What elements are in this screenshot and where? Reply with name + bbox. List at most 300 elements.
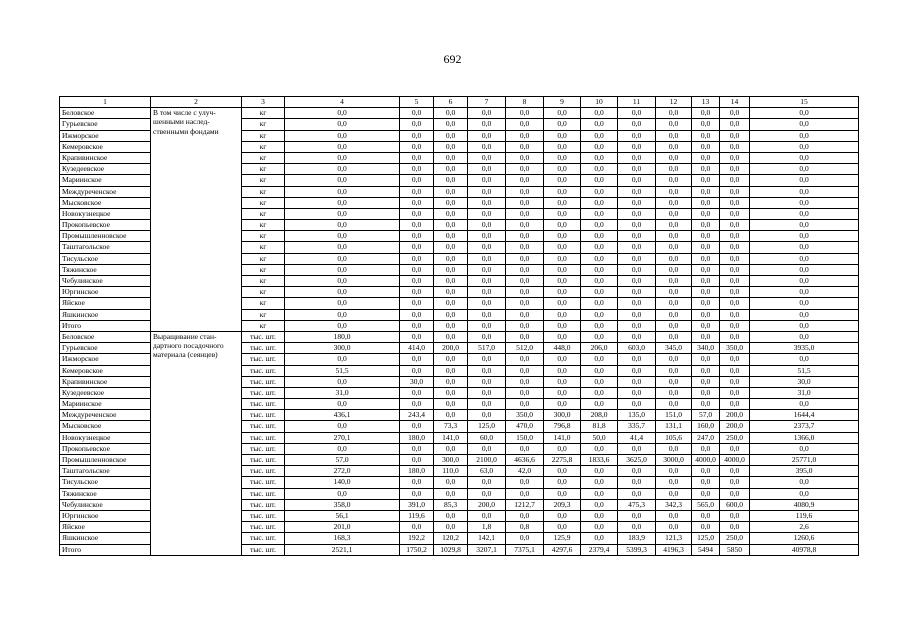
value-cell: 0,0 [692,208,720,219]
value-cell: 1,8 [468,522,506,533]
value-cell: 0,0 [692,264,720,275]
forest-table [59,96,859,556]
value-cell: 0,0 [618,242,656,253]
value-cell: 0,0 [544,108,581,119]
value-cell: 0,0 [618,387,656,398]
value-cell: 0,0 [434,354,468,365]
value-cell: 0,0 [506,141,544,152]
value-cell: 0,0 [285,220,400,231]
district-name: Чебулинское [60,499,151,510]
value-cell: 0,0 [434,264,468,275]
value-cell: 0,0 [506,309,544,320]
value-cell: 180,0 [400,466,434,477]
value-cell: 0,0 [434,309,468,320]
value-cell: 0,0 [468,141,506,152]
value-cell: 0,0 [581,220,618,231]
value-cell: 0,0 [434,242,468,253]
value-cell: 243,4 [400,410,434,421]
value-cell: 0,0 [720,141,750,152]
value-cell: 0,0 [656,164,692,175]
section-description: Выращивание стан-дартного посадочного материала (сеянцев) [151,331,242,555]
value-cell: 209,3 [544,499,581,510]
value-cell: 0,0 [506,231,544,242]
value-cell: 0,0 [720,522,750,533]
value-cell: 0,0 [618,477,656,488]
value-cell: 0,0 [618,152,656,163]
value-cell: 30,0 [750,376,859,387]
value-cell: 0,0 [720,387,750,398]
value-cell: 0,0 [506,387,544,398]
value-cell: 0,0 [468,298,506,309]
value-cell: 1260,6 [750,533,859,544]
value-cell: 0,0 [692,276,720,287]
value-cell: 121,3 [656,533,692,544]
value-cell: 0,0 [506,130,544,141]
value-cell: 0,0 [618,220,656,231]
value-cell: 0,0 [544,399,581,410]
value-cell: 150,0 [506,432,544,443]
value-cell: 0,0 [720,331,750,342]
value-cell: 350,0 [506,410,544,421]
value-cell: 470,0 [506,421,544,432]
column-header: 9 [544,97,581,108]
value-cell: 0,0 [750,208,859,219]
value-cell: 5494 [692,544,720,555]
value-cell: 0,0 [656,331,692,342]
value-cell: 0,0 [692,365,720,376]
value-cell: 141,0 [544,432,581,443]
value-cell: 0,0 [285,119,400,130]
value-cell: 0,0 [434,510,468,521]
district-name: Мариинское [60,175,151,186]
value-cell: 436,1 [285,410,400,421]
value-cell: 0,0 [506,242,544,253]
value-cell: 0,0 [581,164,618,175]
value-cell: 0,0 [618,231,656,242]
value-cell: 168,3 [285,533,400,544]
column-header: 13 [692,97,720,108]
value-cell: 0,0 [750,354,859,365]
unit-cell: кг [242,298,285,309]
district-name: Тяжинское [60,264,151,275]
unit-cell: кг [242,152,285,163]
district-name: Тяжинское [60,488,151,499]
value-cell: 1750,2 [400,544,434,555]
value-cell: 0,0 [656,522,692,533]
value-cell: 0,0 [506,208,544,219]
value-cell: 0,0 [692,242,720,253]
value-cell: 119,6 [750,510,859,521]
value-cell: 0,0 [468,231,506,242]
value-cell: 0,0 [434,175,468,186]
unit-cell: тыс. шт. [242,376,285,387]
value-cell: 206,0 [581,343,618,354]
value-cell: 0,0 [720,376,750,387]
district-name: Новокузнецкое [60,208,151,219]
unit-cell: тыс. шт. [242,399,285,410]
value-cell: 0,0 [581,443,618,454]
value-cell: 0,0 [285,152,400,163]
value-cell: 0,0 [434,488,468,499]
value-cell: 41,4 [618,432,656,443]
value-cell: 0,0 [692,130,720,141]
value-cell: 342,3 [656,499,692,510]
district-name: Промышленновское [60,455,151,466]
value-cell: 51,5 [285,365,400,376]
district-name: Промышленновское [60,231,151,242]
value-cell: 0,0 [656,488,692,499]
value-cell: 0,0 [285,443,400,454]
value-cell: 0,0 [468,410,506,421]
value-cell: 0,0 [581,231,618,242]
district-name: Междуреченское [60,186,151,197]
value-cell: 0,0 [581,186,618,197]
value-cell: 0,0 [400,287,434,298]
value-cell: 0,0 [506,477,544,488]
value-cell: 5399,3 [618,544,656,555]
value-cell: 85,3 [434,499,468,510]
value-cell: 0,0 [618,264,656,275]
value-cell: 0,0 [506,197,544,208]
value-cell: 0,0 [544,197,581,208]
district-name: Гурьевское [60,119,151,130]
value-cell: 0,0 [618,141,656,152]
page-number: 692 [443,52,462,66]
value-cell: 0,0 [692,287,720,298]
value-cell: 0,0 [618,510,656,521]
value-cell: 200,0 [468,499,506,510]
value-cell: 0,0 [750,197,859,208]
value-cell: 0,0 [656,186,692,197]
value-cell: 0,0 [692,477,720,488]
value-cell: 0,0 [400,298,434,309]
value-cell: 0,0 [656,231,692,242]
value-cell: 0,0 [468,152,506,163]
value-cell: 0,0 [581,287,618,298]
district-name: Итого [60,320,151,331]
value-cell: 0,0 [285,208,400,219]
value-cell: 73,3 [434,421,468,432]
value-cell: 0,0 [400,208,434,219]
value-cell: 0,0 [285,141,400,152]
value-cell: 0,0 [506,186,544,197]
value-cell: 0,0 [285,399,400,410]
value-cell: 300,0 [544,410,581,421]
value-cell: 0,0 [618,365,656,376]
unit-cell: кг [242,197,285,208]
unit-cell: кг [242,264,285,275]
value-cell: 0,0 [544,320,581,331]
value-cell: 603,0 [618,343,656,354]
value-cell: 0,0 [618,522,656,533]
value-cell: 0,0 [285,197,400,208]
value-cell: 0,0 [544,231,581,242]
district-name: Чебулинское [60,276,151,287]
value-cell: 0,0 [618,488,656,499]
value-cell: 0,0 [468,276,506,287]
unit-cell: кг [242,231,285,242]
value-cell: 0,0 [544,376,581,387]
unit-cell: кг [242,242,285,253]
value-cell: 250,0 [720,533,750,544]
value-cell: 0,0 [618,331,656,342]
value-cell: 0,0 [720,466,750,477]
value-cell: 0,8 [506,522,544,533]
value-cell: 1644,4 [750,410,859,421]
column-header: 14 [720,97,750,108]
value-cell: 57,0 [692,410,720,421]
value-cell: 0,0 [468,510,506,521]
value-cell: 0,0 [750,399,859,410]
unit-cell: тыс. шт. [242,421,285,432]
value-cell: 0,0 [656,175,692,186]
value-cell: 0,0 [720,287,750,298]
district-name: Прокопьевское [60,443,151,454]
value-cell: 2100,0 [468,455,506,466]
value-cell: 0,0 [750,119,859,130]
value-cell: 0,0 [285,130,400,141]
value-cell: 0,0 [285,242,400,253]
district-name: Крапивинское [60,152,151,163]
value-cell: 140,0 [285,477,400,488]
value-cell: 0,0 [618,175,656,186]
value-cell: 0,0 [506,320,544,331]
value-cell: 0,0 [750,443,859,454]
value-cell: 0,0 [434,477,468,488]
value-cell: 0,0 [400,331,434,342]
value-cell: 0,0 [692,186,720,197]
value-cell: 0,0 [434,410,468,421]
value-cell: 0,0 [544,264,581,275]
unit-cell: тыс. шт. [242,432,285,443]
value-cell: 42,0 [506,466,544,477]
value-cell: 0,0 [434,186,468,197]
value-cell: 272,0 [285,466,400,477]
district-name: Крапивинское [60,376,151,387]
value-cell: 0,0 [720,220,750,231]
value-cell: 0,0 [581,175,618,186]
value-cell: 0,0 [750,130,859,141]
value-cell: 0,0 [581,387,618,398]
value-cell: 4000,0 [720,455,750,466]
value-cell: 0,0 [400,253,434,264]
value-cell: 0,0 [285,320,400,331]
value-cell: 2,6 [750,522,859,533]
value-cell: 0,0 [750,242,859,253]
value-cell: 0,0 [434,119,468,130]
unit-cell: кг [242,208,285,219]
value-cell: 2521,1 [285,544,400,555]
value-cell: 200,0 [720,421,750,432]
value-cell: 0,0 [434,365,468,376]
value-cell: 0,0 [581,320,618,331]
value-cell: 0,0 [692,443,720,454]
value-cell: 414,0 [400,343,434,354]
value-cell: 125,0 [468,421,506,432]
value-cell: 0,0 [720,320,750,331]
value-cell: 0,0 [581,253,618,264]
value-cell: 0,0 [750,298,859,309]
value-cell: 0,0 [285,264,400,275]
value-cell: 0,0 [506,264,544,275]
value-cell: 0,0 [468,130,506,141]
value-cell: 0,0 [506,276,544,287]
value-cell: 5850 [720,544,750,555]
value-cell: 0,0 [656,130,692,141]
value-cell: 0,0 [692,108,720,119]
value-cell: 358,0 [285,499,400,510]
value-cell: 0,0 [692,197,720,208]
district-name: Кузедеевское [60,387,151,398]
value-cell: 0,0 [656,197,692,208]
value-cell: 0,0 [581,130,618,141]
district-name: Яйское [60,522,151,533]
value-cell: 0,0 [581,488,618,499]
value-cell: 0,0 [581,477,618,488]
value-cell: 0,0 [581,119,618,130]
value-cell: 0,0 [581,264,618,275]
value-cell: 0,0 [750,253,859,264]
value-cell: 0,0 [750,276,859,287]
value-cell: 0,0 [400,477,434,488]
value-cell: 1029,8 [434,544,468,555]
unit-cell: кг [242,130,285,141]
value-cell: 600,0 [720,499,750,510]
value-cell: 0,0 [720,175,750,186]
value-cell: 0,0 [506,152,544,163]
value-cell: 0,0 [285,175,400,186]
value-cell: 2275,8 [544,455,581,466]
unit-cell: кг [242,309,285,320]
unit-cell: тыс. шт. [242,510,285,521]
value-cell: 300,0 [434,455,468,466]
value-cell: 0,0 [285,376,400,387]
value-cell: 0,0 [692,152,720,163]
value-cell: 0,0 [720,242,750,253]
value-cell: 0,0 [656,287,692,298]
value-cell: 0,0 [720,510,750,521]
value-cell: 0,0 [285,253,400,264]
value-cell: 1366,0 [750,432,859,443]
district-name: Таштагольское [60,242,151,253]
value-cell: 4080,9 [750,499,859,510]
value-cell: 0,0 [400,443,434,454]
value-cell: 0,0 [750,164,859,175]
district-name: Мысковское [60,421,151,432]
district-name: Юргинское [60,287,151,298]
value-cell: 200,0 [434,343,468,354]
value-cell: 0,0 [544,477,581,488]
value-cell: 0,0 [506,298,544,309]
value-cell: 25771,0 [750,455,859,466]
district-name: Яшкинское [60,533,151,544]
value-cell: 0,0 [720,186,750,197]
value-cell: 0,0 [618,164,656,175]
column-header: 15 [750,97,859,108]
value-cell: 0,0 [750,141,859,152]
district-name: Беловское [60,331,151,342]
value-cell: 0,0 [618,376,656,387]
value-cell: 0,0 [618,287,656,298]
value-cell: 0,0 [656,208,692,219]
value-cell: 0,0 [506,510,544,521]
value-cell: 0,0 [692,320,720,331]
header-row [60,97,859,108]
value-cell: 0,0 [581,376,618,387]
value-cell: 0,0 [656,309,692,320]
value-cell: 200,0 [720,410,750,421]
value-cell: 0,0 [618,276,656,287]
value-cell: 141,0 [434,432,468,443]
value-cell: 0,0 [285,421,400,432]
value-cell: 0,0 [581,141,618,152]
value-cell: 0,0 [720,354,750,365]
value-cell: 0,0 [544,387,581,398]
value-cell: 0,0 [656,399,692,410]
value-cell: 0,0 [468,253,506,264]
value-cell: 0,0 [468,220,506,231]
value-cell: 125,9 [544,533,581,544]
unit-cell: тыс. шт. [242,499,285,510]
value-cell: 0,0 [581,466,618,477]
value-cell: 0,0 [400,164,434,175]
value-cell: 0,0 [544,331,581,342]
value-cell: 0,0 [544,175,581,186]
value-cell: 0,0 [618,309,656,320]
section-description: В том числе с улуч-шенными наслед-ственными фондами [151,108,242,332]
value-cell: 0,0 [434,387,468,398]
value-cell: 0,0 [692,175,720,186]
value-cell: 0,0 [692,376,720,387]
value-cell: 0,0 [400,354,434,365]
value-cell: 0,0 [656,443,692,454]
value-cell: 0,0 [750,231,859,242]
value-cell: 0,0 [692,354,720,365]
value-cell: 60,0 [468,432,506,443]
unit-cell: кг [242,276,285,287]
value-cell: 0,0 [581,354,618,365]
value-cell: 0,0 [750,477,859,488]
value-cell: 0,0 [285,276,400,287]
value-cell: 0,0 [434,443,468,454]
district-name: Новокузнецкое [60,432,151,443]
value-cell: 0,0 [656,354,692,365]
value-cell: 0,0 [434,141,468,152]
value-cell: 0,0 [581,309,618,320]
value-cell: 0,0 [720,309,750,320]
value-cell: 63,0 [468,466,506,477]
value-cell: 0,0 [506,220,544,231]
column-header: 10 [581,97,618,108]
value-cell: 0,0 [720,399,750,410]
value-cell: 0,0 [506,399,544,410]
value-cell: 4196,3 [656,544,692,555]
column-header: 6 [434,97,468,108]
value-cell: 0,0 [581,276,618,287]
value-cell: 0,0 [434,152,468,163]
value-cell: 0,0 [544,152,581,163]
value-cell: 0,0 [656,320,692,331]
value-cell: 192,2 [400,533,434,544]
district-name: Беловское [60,108,151,119]
value-cell: 0,0 [285,231,400,242]
column-header: 4 [285,97,400,108]
column-header: 3 [242,97,285,108]
value-cell: 0,0 [750,152,859,163]
unit-cell: тыс. шт. [242,533,285,544]
value-cell: 0,0 [656,477,692,488]
value-cell: 0,0 [468,443,506,454]
